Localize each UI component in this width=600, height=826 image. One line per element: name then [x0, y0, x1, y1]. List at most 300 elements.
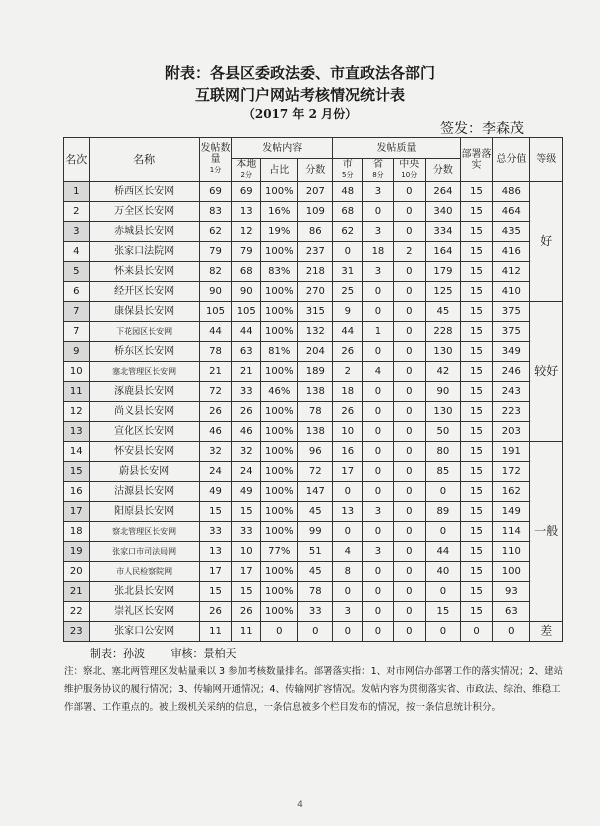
cell-posts: 72 [199, 382, 231, 402]
cell-rank: 10 [64, 362, 90, 382]
cell-city: 3 [333, 602, 363, 622]
table-row [64, 402, 563, 422]
cell-posts: 21 [199, 362, 231, 382]
cell-province: 0 [363, 442, 393, 462]
cell-qscore: 264 [426, 182, 461, 202]
cell-local: 79 [232, 242, 261, 262]
cell-province: 3 [363, 222, 393, 242]
cell-qscore: 50 [426, 422, 461, 442]
cell-local: 17 [232, 562, 261, 582]
cell-ratio: 100% [261, 442, 298, 462]
cell-province: 3 [363, 182, 393, 202]
cell-province: 0 [363, 462, 393, 482]
cell-rank: 2 [64, 202, 90, 222]
cell-score: 51 [298, 542, 333, 562]
cell-province: 3 [363, 542, 393, 562]
cell-score: 99 [298, 522, 333, 542]
cell-name: 察北管理区长安网 [89, 522, 199, 542]
cell-total: 412 [493, 262, 530, 282]
cell-deploy: 15 [460, 602, 492, 622]
cell-total: 464 [493, 202, 530, 222]
cell-score: 132 [298, 322, 333, 342]
cell-deploy: 15 [460, 502, 492, 522]
cell-city: 13 [333, 502, 363, 522]
cell-local: 12 [232, 222, 261, 242]
cell-total: 0 [493, 622, 530, 642]
cell-central: 0 [393, 362, 425, 382]
cell-local: 32 [232, 442, 261, 462]
cell-central: 0 [393, 262, 425, 282]
cell-total: 203 [493, 422, 530, 442]
table-row [64, 542, 563, 562]
header-local-label: 本地 [236, 159, 257, 170]
cell-province: 1 [363, 322, 393, 342]
cell-deploy: 15 [460, 422, 492, 442]
header-city-sub: 5分 [342, 171, 354, 179]
cell-posts: 26 [199, 602, 231, 622]
cell-deploy: 15 [460, 462, 492, 482]
cell-posts: 62 [199, 222, 231, 242]
grade-fair: 较好 [530, 302, 563, 442]
reviewed-by: 审核：景柏天 [170, 647, 237, 660]
cell-total: 243 [493, 382, 530, 402]
cell-total: 410 [493, 282, 530, 302]
cell-name: 张家口法院网 [89, 242, 199, 262]
cell-name: 蔚县长安网 [89, 462, 199, 482]
cell-qscore: 0 [426, 522, 461, 542]
cell-total: 172 [493, 462, 530, 482]
cell-rank: 4 [64, 242, 90, 262]
cell-name: 怀安县长安网 [89, 442, 199, 462]
title-line-2: 互联网门户网站考核情况统计表 [194, 86, 405, 104]
cell-qscore: 15 [426, 602, 461, 622]
cell-local: 26 [232, 602, 261, 622]
cell-total: 416 [493, 242, 530, 262]
cell-province: 0 [363, 282, 393, 302]
cell-deploy: 15 [460, 442, 492, 462]
cell-qscore: 80 [426, 442, 461, 462]
cell-total: 486 [493, 182, 530, 202]
cell-central: 0 [393, 602, 425, 622]
header-province-sub: 8分 [372, 171, 384, 179]
cell-name: 沽源县长安网 [89, 482, 199, 502]
cell-name: 桥西区长安网 [89, 182, 199, 202]
cell-name: 张家口市司法局网 [89, 542, 199, 562]
cell-rank: 12 [64, 402, 90, 422]
cell-province: 0 [363, 342, 393, 362]
cell-posts: 32 [199, 442, 231, 462]
cell-score: 33 [298, 602, 333, 622]
cell-name: 桥东区长安网 [89, 342, 199, 362]
cell-local: 15 [232, 502, 261, 522]
header-content: 发帖内容 [232, 138, 333, 159]
cell-qscore: 125 [426, 282, 461, 302]
cell-qscore: 44 [426, 542, 461, 562]
cell-central: 0 [393, 282, 425, 302]
cell-name: 宣化区长安网 [89, 422, 199, 442]
cell-central: 0 [393, 382, 425, 402]
cell-score: 0 [298, 622, 333, 642]
cell-deploy: 15 [460, 342, 492, 362]
cell-deploy: 15 [460, 382, 492, 402]
prepared-by: 制表：孙波 [90, 647, 145, 660]
cell-score: 45 [298, 502, 333, 522]
cell-ratio: 100% [261, 502, 298, 522]
cell-rank: 7 [64, 302, 90, 322]
cell-total: 223 [493, 402, 530, 422]
header-post-count-sub: 1分 [209, 166, 222, 174]
cell-ratio: 100% [261, 582, 298, 602]
cell-qscore: 85 [426, 462, 461, 482]
cell-qscore: 228 [426, 322, 461, 342]
header-city [333, 159, 363, 182]
cell-ratio: 81% [261, 342, 298, 362]
table-row [64, 502, 563, 522]
cell-score: 45 [298, 562, 333, 582]
cell-rank: 23 [64, 622, 90, 642]
cell-ratio: 100% [261, 322, 298, 342]
cell-total: 435 [493, 222, 530, 242]
cell-ratio: 100% [261, 462, 298, 482]
header-post-count-label: 发帖数量 [200, 143, 231, 165]
cell-rank: 7 [64, 322, 90, 342]
cell-name: 涿鹿县长安网 [89, 382, 199, 402]
header-quality-score: 分数 [426, 159, 461, 182]
cell-rank: 20 [64, 562, 90, 582]
cell-posts: 15 [199, 582, 231, 602]
cell-name: 万全区长安网 [89, 202, 199, 222]
cell-deploy: 15 [460, 562, 492, 582]
cell-total: 246 [493, 362, 530, 382]
cell-posts: 13 [199, 542, 231, 562]
cell-rank: 11 [64, 382, 90, 402]
cell-ratio: 100% [261, 242, 298, 262]
cell-province: 4 [363, 362, 393, 382]
cell-city: 18 [333, 382, 363, 402]
table-row [64, 422, 563, 442]
cell-province: 0 [363, 622, 393, 642]
cell-deploy: 15 [460, 302, 492, 322]
cell-rank: 19 [64, 542, 90, 562]
title-line-3: （2017 年 2 月份） [242, 107, 358, 121]
header-province-label: 省 [372, 159, 383, 170]
cell-qscore: 0 [426, 582, 461, 602]
cell-ratio: 100% [261, 362, 298, 382]
cell-central: 0 [393, 582, 425, 602]
cell-posts: 15 [199, 502, 231, 522]
cell-ratio: 100% [261, 522, 298, 542]
header-city-label: 市 [342, 159, 353, 170]
cell-score: 204 [298, 342, 333, 362]
cell-city: 25 [333, 282, 363, 302]
cell-local: 33 [232, 382, 261, 402]
cell-score: 96 [298, 442, 333, 462]
cell-central: 0 [393, 402, 425, 422]
header-local-sub: 2分 [240, 171, 252, 179]
cell-ratio: 100% [261, 482, 298, 502]
cell-deploy: 15 [460, 402, 492, 422]
cell-total: 349 [493, 342, 530, 362]
cell-score: 315 [298, 302, 333, 322]
table-row [64, 482, 563, 502]
stats-table [63, 137, 563, 642]
cell-central: 0 [393, 322, 425, 342]
table-row [64, 182, 563, 202]
cell-posts: 49 [199, 482, 231, 502]
cell-rank: 5 [64, 262, 90, 282]
cell-posts: 82 [199, 262, 231, 282]
header-central-sub: 10分 [401, 171, 418, 179]
cell-local: 105 [232, 302, 261, 322]
cell-ratio: 100% [261, 282, 298, 302]
cell-score: 72 [298, 462, 333, 482]
cell-deploy: 15 [460, 182, 492, 202]
cell-posts: 11 [199, 622, 231, 642]
cell-total: 110 [493, 542, 530, 562]
cell-qscore: 340 [426, 202, 461, 222]
cell-deploy: 15 [460, 362, 492, 382]
cell-ratio: 100% [261, 402, 298, 422]
table-row [64, 202, 563, 222]
cell-ratio: 19% [261, 222, 298, 242]
cell-rank: 18 [64, 522, 90, 542]
table-row [64, 342, 563, 362]
cell-deploy: 0 [460, 622, 492, 642]
cell-rank: 6 [64, 282, 90, 302]
cell-city: 44 [333, 322, 363, 342]
cell-local: 26 [232, 402, 261, 422]
cell-ratio: 16% [261, 202, 298, 222]
cell-rank: 22 [64, 602, 90, 622]
cell-ratio: 100% [261, 422, 298, 442]
cell-local: 49 [232, 482, 261, 502]
cell-rank: 16 [64, 482, 90, 502]
cell-province: 0 [363, 562, 393, 582]
cell-city: 0 [333, 242, 363, 262]
cell-rank: 17 [64, 502, 90, 522]
cell-rank: 1 [64, 182, 90, 202]
table-row [64, 282, 563, 302]
cell-total: 375 [493, 302, 530, 322]
cell-province: 0 [363, 482, 393, 502]
cell-province: 0 [363, 302, 393, 322]
cell-central: 0 [393, 462, 425, 482]
title-line-1: 附表：各县区委政法委、市直政法各部门 [164, 64, 435, 82]
cell-deploy: 15 [460, 582, 492, 602]
cell-province: 3 [363, 502, 393, 522]
cell-city: 17 [333, 462, 363, 482]
cell-province: 0 [363, 202, 393, 222]
grade-poor: 差 [530, 622, 563, 642]
cell-central: 0 [393, 302, 425, 322]
table-row [64, 462, 563, 482]
cell-city: 0 [333, 582, 363, 602]
cell-posts: 33 [199, 522, 231, 542]
header-content-score: 分数 [298, 159, 333, 182]
cell-local: 33 [232, 522, 261, 542]
cell-name: 市人民检察院网 [89, 562, 199, 582]
cell-city: 48 [333, 182, 363, 202]
cell-posts: 17 [199, 562, 231, 582]
cell-central: 0 [393, 522, 425, 542]
cell-qscore: 45 [426, 302, 461, 322]
header-local [232, 159, 261, 182]
cell-qscore: 164 [426, 242, 461, 262]
cell-city: 62 [333, 222, 363, 242]
cell-local: 44 [232, 322, 261, 342]
cell-ratio: 100% [261, 182, 298, 202]
cell-central: 2 [393, 242, 425, 262]
table-row [64, 262, 563, 282]
cell-score: 109 [298, 202, 333, 222]
cell-local: 46 [232, 422, 261, 442]
cell-city: 16 [333, 442, 363, 462]
cell-central: 0 [393, 562, 425, 582]
header-name: 名称 [89, 138, 199, 182]
cell-city: 4 [333, 542, 363, 562]
table-row [64, 302, 563, 322]
cell-posts: 105 [199, 302, 231, 322]
cell-deploy: 15 [460, 202, 492, 222]
cell-central: 0 [393, 202, 425, 222]
cell-qscore: 89 [426, 502, 461, 522]
cell-rank: 14 [64, 442, 90, 462]
cell-posts: 79 [199, 242, 231, 262]
cell-deploy: 15 [460, 522, 492, 542]
cell-central: 0 [393, 222, 425, 242]
header-grade: 等级 [530, 138, 563, 182]
cell-local: 69 [232, 182, 261, 202]
header-province [363, 159, 393, 182]
cell-posts: 24 [199, 462, 231, 482]
cell-posts: 44 [199, 322, 231, 342]
cell-province: 0 [363, 402, 393, 422]
cell-city: 8 [333, 562, 363, 582]
cell-province: 0 [363, 522, 393, 542]
cell-qscore: 334 [426, 222, 461, 242]
grade-average: 一般 [530, 442, 563, 622]
header-post-count [199, 138, 231, 182]
cell-rank: 15 [64, 462, 90, 482]
cell-ratio: 46% [261, 382, 298, 402]
header-rank: 名次 [64, 138, 90, 182]
cell-central: 0 [393, 622, 425, 642]
cell-posts: 90 [199, 282, 231, 302]
cell-name: 阳原县长安网 [89, 502, 199, 522]
cell-ratio: 100% [261, 302, 298, 322]
table-row [64, 362, 563, 382]
cell-province: 0 [363, 382, 393, 402]
cell-total: 100 [493, 562, 530, 582]
cell-ratio: 0 [261, 622, 298, 642]
cell-score: 86 [298, 222, 333, 242]
cell-name: 尚义县长安网 [89, 402, 199, 422]
cell-local: 10 [232, 542, 261, 562]
header-quality: 发帖质量 [333, 138, 461, 159]
cell-score: 207 [298, 182, 333, 202]
table-row [64, 622, 563, 642]
header-total: 总分值 [493, 138, 530, 182]
cell-deploy: 15 [460, 242, 492, 262]
signer: 签发：李森茂 [440, 121, 524, 137]
cell-province: 0 [363, 602, 393, 622]
cell-qscore: 179 [426, 262, 461, 282]
cell-deploy: 15 [460, 322, 492, 342]
cell-ratio: 77% [261, 542, 298, 562]
cell-score: 237 [298, 242, 333, 262]
cell-name: 张北县长安网 [89, 582, 199, 602]
cell-rank: 13 [64, 422, 90, 442]
cell-qscore: 42 [426, 362, 461, 382]
cell-total: 63 [493, 602, 530, 622]
cell-local: 11 [232, 622, 261, 642]
cell-ratio: 83% [261, 262, 298, 282]
cell-name: 崇礼区长安网 [89, 602, 199, 622]
cell-central: 0 [393, 482, 425, 502]
footer-signatures [90, 645, 259, 661]
cell-score: 78 [298, 582, 333, 602]
cell-rank: 3 [64, 222, 90, 242]
cell-local: 21 [232, 362, 261, 382]
header-ratio: 占比 [261, 159, 298, 182]
cell-name: 下花园区长安网 [89, 322, 199, 342]
cell-city: 31 [333, 262, 363, 282]
cell-deploy: 15 [460, 222, 492, 242]
table-row [64, 382, 563, 402]
cell-score: 270 [298, 282, 333, 302]
cell-local: 15 [232, 582, 261, 602]
cell-ratio: 100% [261, 602, 298, 622]
cell-total: 114 [493, 522, 530, 542]
cell-city: 0 [333, 522, 363, 542]
table-row [64, 562, 563, 582]
cell-posts: 78 [199, 342, 231, 362]
cell-name: 康保县长安网 [89, 302, 199, 322]
cell-posts: 26 [199, 402, 231, 422]
cell-qscore: 40 [426, 562, 461, 582]
header-deploy: 部署落实 [460, 138, 492, 182]
cell-local: 24 [232, 462, 261, 482]
cell-city: 26 [333, 342, 363, 362]
cell-central: 0 [393, 502, 425, 522]
table-row [64, 522, 563, 542]
cell-city: 68 [333, 202, 363, 222]
cell-city: 26 [333, 402, 363, 422]
cell-name: 赤城县长安网 [89, 222, 199, 242]
cell-total: 375 [493, 322, 530, 342]
cell-score: 78 [298, 402, 333, 422]
cell-name: 张家口公安网 [89, 622, 199, 642]
cell-city: 9 [333, 302, 363, 322]
page-number: 4 [297, 800, 303, 810]
cell-central: 0 [393, 342, 425, 362]
cell-central: 0 [393, 182, 425, 202]
cell-province: 0 [363, 422, 393, 442]
table-row [64, 242, 563, 262]
cell-posts: 83 [199, 202, 231, 222]
cell-ratio: 100% [261, 562, 298, 582]
header-central-label: 中央 [399, 159, 420, 170]
table-row [64, 602, 563, 622]
cell-total: 149 [493, 502, 530, 522]
cell-score: 138 [298, 382, 333, 402]
cell-central: 0 [393, 442, 425, 462]
cell-city: 10 [333, 422, 363, 442]
cell-qscore: 130 [426, 342, 461, 362]
cell-deploy: 15 [460, 482, 492, 502]
cell-central: 0 [393, 422, 425, 442]
cell-total: 191 [493, 442, 530, 462]
